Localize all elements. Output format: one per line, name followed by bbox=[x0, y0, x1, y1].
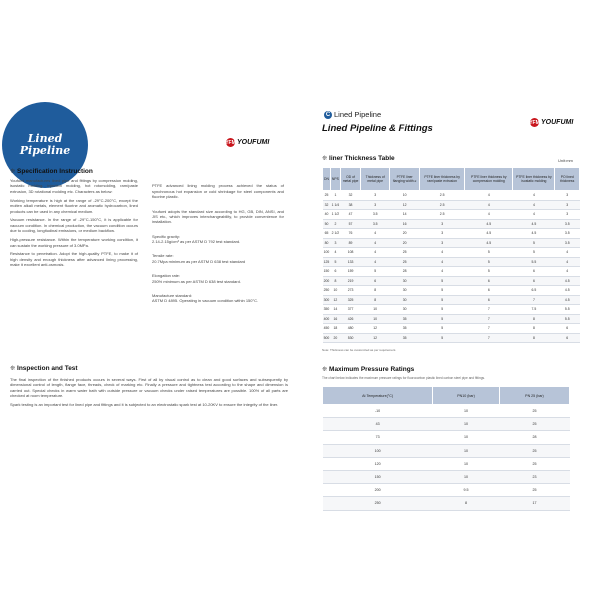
table-cell: 10 bbox=[433, 470, 500, 483]
table-cell: 4.5 bbox=[555, 295, 580, 305]
table-cell: 50 bbox=[323, 219, 331, 229]
table-cell: 8 bbox=[513, 324, 555, 334]
table-cell: 108 bbox=[340, 248, 360, 258]
table-row bbox=[323, 470, 570, 483]
table-cell: 28 bbox=[390, 267, 420, 277]
table-cell: 89 bbox=[340, 238, 360, 248]
left-page bbox=[8, 96, 304, 516]
table-cell: 4 bbox=[513, 191, 555, 201]
table-cell: 25 bbox=[390, 257, 420, 267]
spec-para: PTFE advanced lining molding process achieved the status of synchronous hot expansion or cold shrinkage for steel components and fluorine plastic. bbox=[152, 183, 284, 200]
table-cell: 530 bbox=[340, 333, 360, 343]
table-cell: 30 bbox=[390, 276, 420, 286]
table-cell: 10 bbox=[361, 305, 390, 315]
badge-line2: Pipeline bbox=[19, 144, 71, 157]
logo-mark-icon: YFM bbox=[529, 119, 540, 126]
spec-column-2 bbox=[152, 178, 284, 313]
table-cell: 150 bbox=[323, 470, 433, 483]
table-cell: 377 bbox=[340, 305, 360, 315]
table-cell: 4.5 bbox=[555, 286, 580, 296]
table-cell: 133 bbox=[340, 257, 360, 267]
table-cell: 4.5 bbox=[465, 219, 513, 229]
table-cell: 16 bbox=[330, 314, 340, 324]
pressure-title-text: Maximum Pressure Ratings bbox=[329, 366, 415, 373]
table-cell: 4 bbox=[330, 248, 340, 258]
table-cell: 25 bbox=[499, 405, 569, 418]
table-row bbox=[323, 210, 580, 220]
table-row bbox=[323, 295, 580, 305]
table-cell: 25 bbox=[499, 418, 569, 431]
table-cell: 3.5 bbox=[361, 210, 390, 220]
table-cell: 219 bbox=[340, 276, 360, 286]
table-cell: 8 bbox=[330, 276, 340, 286]
table-cell: 4 bbox=[465, 210, 513, 220]
table-cell: 4 bbox=[513, 200, 555, 210]
logo-text: YOUFUMI bbox=[541, 119, 574, 126]
table-cell: 5 bbox=[513, 248, 555, 258]
table-cell: 16 bbox=[390, 219, 420, 229]
table-cell: 4 bbox=[361, 248, 390, 258]
table-cell: 3.5 bbox=[555, 219, 580, 229]
table-cell: 25 bbox=[323, 191, 331, 201]
table-cell: 73 bbox=[323, 431, 433, 444]
table-cell: 159 bbox=[340, 267, 360, 277]
table-cell: 3 bbox=[420, 219, 465, 229]
table-cell: 1 1/2 bbox=[330, 210, 340, 220]
table-cell: 8 bbox=[361, 295, 390, 305]
table-cell: 2 1/2 bbox=[330, 229, 340, 239]
spec-para: Working temperature is high at the range of -29°C-200°C, except the molten alkali metals, element fluorine and aromatic hydrocarbon, lined products can be used in any chemical medium. bbox=[10, 197, 138, 214]
spec-para: Vacuum resistance. In the range of -29°C-150°C, it is applicable for vacuum condition. In chemical production, the vacuum condition occurs due to cooling, longitudinal emissions, or medium backflow. bbox=[10, 217, 138, 234]
table-cell: 30 bbox=[390, 286, 420, 296]
table-cell: 40 bbox=[323, 210, 331, 220]
table-cell: 20 bbox=[390, 238, 420, 248]
table-cell: 65 bbox=[323, 229, 331, 239]
table-cell: 250 bbox=[323, 286, 331, 296]
table-row bbox=[323, 333, 580, 343]
table-row bbox=[323, 497, 570, 510]
badge-line1: Lined bbox=[27, 132, 63, 145]
table-cell: 426 bbox=[340, 314, 360, 324]
table-cell: 8 bbox=[433, 497, 500, 510]
table-cell: 14 bbox=[390, 210, 420, 220]
table-cell: 10 bbox=[433, 431, 500, 444]
lined-pipeline-badge bbox=[2, 102, 88, 188]
table-cell: 4 bbox=[361, 257, 390, 267]
inspection-title-text: Inspection and Test bbox=[17, 365, 78, 372]
table-row bbox=[323, 457, 570, 470]
table-row bbox=[323, 200, 580, 210]
table-cell: 30 bbox=[390, 305, 420, 315]
table-row bbox=[323, 324, 580, 334]
table-cell: 3 bbox=[420, 238, 465, 248]
table-cell: 5 bbox=[420, 295, 465, 305]
column-header: PN 25 (bar) bbox=[499, 387, 569, 405]
right-page bbox=[310, 96, 594, 516]
pressure-subtitle: The chart below indicates the maximum pressure ratings for fluorocarbon plastic lined carbon steel pipe and fittings. bbox=[322, 376, 485, 380]
table-cell: 100 bbox=[323, 248, 331, 258]
table-cell: 3 bbox=[361, 200, 390, 210]
table-cell: 10 bbox=[433, 405, 500, 418]
youfumi-logo bbox=[226, 138, 269, 147]
spec-column-1 bbox=[10, 178, 138, 271]
table-cell: 5 bbox=[465, 267, 513, 277]
table-cell: 273 bbox=[340, 286, 360, 296]
table-cell: 1 bbox=[330, 191, 340, 201]
table-cell: 57 bbox=[340, 219, 360, 229]
table-row bbox=[323, 267, 580, 277]
inspection-para: Spark testing is an important test for lined pipe and fittings and it is subjected to an electrostatic spark test at 10-20KV to ensure the integrity of the liner. bbox=[10, 402, 279, 408]
table-cell: 47 bbox=[340, 210, 360, 220]
table-cell: 6 bbox=[465, 276, 513, 286]
table-cell: 4 bbox=[420, 248, 465, 258]
pressure-section-title bbox=[322, 366, 414, 373]
table-row bbox=[323, 405, 570, 418]
table-cell: 4 bbox=[420, 267, 465, 277]
section-tag bbox=[324, 110, 381, 119]
table-cell: 480 bbox=[340, 324, 360, 334]
table-cell: 30 bbox=[390, 295, 420, 305]
table-cell: 12 bbox=[330, 295, 340, 305]
table-cell: 250 bbox=[323, 497, 433, 510]
table-cell: 1 1/4 bbox=[330, 200, 340, 210]
column-header: Thickness of metal pipe bbox=[361, 168, 390, 191]
table-cell: 12 bbox=[361, 333, 390, 343]
table-cell: 12 bbox=[361, 324, 390, 334]
table-cell: 3 bbox=[555, 210, 580, 220]
spec-para: Elongation rate: 250% minimum as per ASTM D 638 test standard. bbox=[152, 273, 241, 284]
flower-bullet-icon: ❊ bbox=[10, 169, 16, 175]
table-cell: 5 bbox=[420, 324, 465, 334]
table-cell: 2.5 bbox=[420, 200, 465, 210]
column-header: PTFE liner thickness by isostatic molding bbox=[513, 168, 555, 191]
table-cell: 80 bbox=[323, 238, 331, 248]
table-cell: 76 bbox=[340, 229, 360, 239]
section-letter-icon: C bbox=[325, 111, 331, 118]
spec-title-text: Specification Instruction bbox=[17, 168, 93, 175]
table-row bbox=[323, 229, 580, 239]
table-cell: 3.5 bbox=[555, 229, 580, 239]
inspection-para: The final inspection of the finished products occurs in several ways. First of all by visual control as to clean and good surfaces and subsequently by dimensional control of length, flange face, threads, check of marking etc. Finally a pressure and tightness test according to the shape and dimension is carried out. Special checks in warm water bath with outside pressure or vacuum checks under raised temperatures are possible. 100% of all parts are checked at room temperature. bbox=[10, 377, 288, 399]
table-row bbox=[323, 305, 580, 315]
table-cell: 3 bbox=[361, 191, 390, 201]
logo-mark-icon: YFM bbox=[225, 139, 236, 146]
table-cell: 3 bbox=[420, 229, 465, 239]
table-cell: 4 bbox=[465, 191, 513, 201]
table-cell: 6 bbox=[555, 333, 580, 343]
table-cell: 150 bbox=[323, 267, 331, 277]
table-cell: 7 bbox=[465, 333, 513, 343]
table-row bbox=[323, 191, 580, 201]
column-header: At Temperature(°C) bbox=[323, 387, 433, 405]
table-cell: 38 bbox=[340, 200, 360, 210]
table-cell: 7 bbox=[465, 305, 513, 315]
table-cell: 10 bbox=[433, 457, 500, 470]
flower-bullet-icon: ❊ bbox=[10, 366, 16, 372]
table-cell: 4 bbox=[513, 210, 555, 220]
table-cell: 4 bbox=[555, 248, 580, 258]
table-row bbox=[323, 431, 570, 444]
table-cell: 4.5 bbox=[513, 219, 555, 229]
table-cell: 5 bbox=[420, 286, 465, 296]
table-cell: 5 bbox=[330, 257, 340, 267]
table-cell: 500 bbox=[323, 333, 331, 343]
spec-para: Specific gravity: 2.14-2.15g/cm³ as per ASTM D 792 test standard. bbox=[152, 233, 241, 245]
youfumi-logo bbox=[530, 118, 573, 127]
table-row bbox=[323, 257, 580, 267]
table-cell: 4.5 bbox=[513, 229, 555, 239]
table-row bbox=[323, 286, 580, 296]
table-cell: 4 bbox=[420, 257, 465, 267]
table-cell: 3 bbox=[555, 200, 580, 210]
liner-thickness-table bbox=[322, 167, 580, 343]
table-cell: -10 bbox=[323, 405, 433, 418]
table-cell: 6 bbox=[513, 276, 555, 286]
table-cell: 4 bbox=[361, 229, 390, 239]
table-header-row bbox=[323, 168, 580, 191]
column-header: PN10 (bar) bbox=[433, 387, 500, 405]
table-cell: 25 bbox=[499, 444, 569, 457]
table-cell: 12 bbox=[390, 200, 420, 210]
table-cell: 5 bbox=[361, 267, 390, 277]
table-cell: 10 bbox=[330, 286, 340, 296]
table-cell: 10 bbox=[390, 191, 420, 201]
table-cell: 6 bbox=[555, 324, 580, 334]
table-cell: 300 bbox=[323, 295, 331, 305]
table-cell: 100 bbox=[323, 444, 433, 457]
table-cell: 3.5 bbox=[555, 238, 580, 248]
table-cell: 3.5 bbox=[361, 219, 390, 229]
table-row bbox=[323, 238, 580, 248]
flower-bullet-icon: ❊ bbox=[322, 367, 328, 373]
table-cell: 4 bbox=[555, 267, 580, 277]
flower-bullet-icon: ❊ bbox=[322, 156, 328, 162]
table-cell: 325 bbox=[340, 295, 360, 305]
table-cell: 25 bbox=[499, 457, 569, 470]
spec-section-title bbox=[10, 168, 93, 175]
table-cell: 7 bbox=[465, 324, 513, 334]
table-cell: 5 bbox=[513, 238, 555, 248]
table-cell: 43 bbox=[323, 418, 433, 431]
column-header: NPS bbox=[330, 168, 340, 191]
unit-label: Unit:mm bbox=[558, 158, 573, 163]
table-cell: 5 bbox=[465, 257, 513, 267]
table-row bbox=[323, 314, 580, 324]
table-cell: 125 bbox=[323, 257, 331, 267]
pressure-ratings-table bbox=[322, 386, 570, 511]
table-cell: 10 bbox=[433, 418, 500, 431]
column-header: OD of metal pipe bbox=[340, 168, 360, 191]
table-cell: 4 bbox=[555, 257, 580, 267]
page-title: Lined Pipeline & Fittings bbox=[322, 123, 433, 134]
table-cell: 200 bbox=[323, 484, 433, 497]
table-cell: 10 bbox=[433, 444, 500, 457]
table-cell: 35 bbox=[390, 324, 420, 334]
logo-text: YOUFUMI bbox=[237, 139, 270, 146]
table-cell: 5 bbox=[420, 276, 465, 286]
table-cell: 14 bbox=[330, 305, 340, 315]
table-cell: 18 bbox=[330, 324, 340, 334]
column-header: DN bbox=[323, 168, 331, 191]
table-cell: 350 bbox=[323, 305, 331, 315]
table-cell: 3 bbox=[555, 191, 580, 201]
table-cell: 4.5 bbox=[555, 276, 580, 286]
table-cell: 20 bbox=[330, 333, 340, 343]
thickness-section-title bbox=[322, 155, 395, 162]
table-cell: 7 bbox=[513, 295, 555, 305]
table-cell: 10 bbox=[361, 314, 390, 324]
spec-para: Resistance to penetration. Adopt the high-quality PTFE, to make it of high density and enough thickness after advanced lining processing, make it excellent anti-osmosis. bbox=[10, 251, 138, 268]
column-header: PTFE liner thickness by ram/paste extrusion bbox=[420, 168, 465, 191]
table-cell: 200 bbox=[323, 276, 331, 286]
table-cell: 400 bbox=[323, 314, 331, 324]
table-cell: 25 bbox=[390, 248, 420, 258]
table-cell: 5.5 bbox=[513, 257, 555, 267]
table-cell: 4.5 bbox=[465, 229, 513, 239]
spec-para: Youfumi adopts the standard size according to HG, GB, DIN, ANSI, and JIS etc., which improves interchangeability, to provide convenience for installation. bbox=[152, 208, 284, 225]
table-cell: 4.5 bbox=[465, 238, 513, 248]
table-cell: 6.5 bbox=[513, 286, 555, 296]
table-cell: 120 bbox=[323, 457, 433, 470]
table-cell: 23 bbox=[499, 470, 569, 483]
table-cell: 2.5 bbox=[420, 210, 465, 220]
table-row bbox=[323, 276, 580, 286]
table-cell: 5 bbox=[420, 333, 465, 343]
table-cell: 6 bbox=[465, 286, 513, 296]
table-cell: 20 bbox=[390, 229, 420, 239]
table-row bbox=[323, 418, 570, 431]
spec-para: Manufacture standard: ASTM D 4895. Operating in vacuum condition within 150°C. bbox=[152, 292, 259, 304]
table-cell: 450 bbox=[323, 324, 331, 334]
table-cell: 5.5 bbox=[555, 305, 580, 315]
table-cell: 25 bbox=[499, 484, 569, 497]
table-cell: 6 bbox=[330, 267, 340, 277]
table-cell: 9.5 bbox=[433, 484, 500, 497]
table-cell: 2.5 bbox=[420, 191, 465, 201]
table-cell: 35 bbox=[390, 333, 420, 343]
inspection-section-title bbox=[10, 365, 78, 372]
table-cell: 5 bbox=[465, 248, 513, 258]
thickness-note: Note: Thickness can be customized as per requirement. bbox=[322, 348, 397, 352]
column-header: PTFE liner flanging width ≥ bbox=[390, 168, 420, 191]
thickness-title-text: liner Thickness Table bbox=[329, 155, 395, 162]
table-cell: 8 bbox=[361, 286, 390, 296]
table-cell: 5.5 bbox=[555, 314, 580, 324]
table-row bbox=[323, 248, 580, 258]
table-cell: 32 bbox=[323, 200, 331, 210]
table-cell: 6 bbox=[513, 267, 555, 277]
table-row bbox=[323, 219, 580, 229]
table-cell: 5 bbox=[420, 314, 465, 324]
table-row bbox=[323, 444, 570, 457]
section-tag-text: Lined Pipeline bbox=[334, 110, 382, 119]
column-header: PTFE liner thickness by compression molding bbox=[465, 168, 513, 191]
inspection-text bbox=[10, 377, 288, 411]
table-cell: 7.5 bbox=[513, 305, 555, 315]
table-cell: 6 bbox=[361, 276, 390, 286]
table-cell: 4 bbox=[465, 200, 513, 210]
table-cell: 7 bbox=[465, 314, 513, 324]
table-cell: 28 bbox=[499, 431, 569, 444]
table-header-row bbox=[323, 387, 570, 405]
table-cell: 32 bbox=[340, 191, 360, 201]
spec-para: High-pressure resistance. Within the temperature working condition, it can sustain the working pressure of 3.0MPa. bbox=[10, 237, 138, 248]
table-cell: 35 bbox=[390, 314, 420, 324]
table-cell: 4 bbox=[361, 238, 390, 248]
table-cell: 17 bbox=[499, 497, 569, 510]
table-cell: 8 bbox=[513, 314, 555, 324]
table-cell: 3 bbox=[330, 238, 340, 248]
table-cell: 8 bbox=[513, 333, 555, 343]
column-header: PO lined thickness bbox=[555, 168, 580, 191]
spec-para: Youfumi manufactures lined pipe and fittings by compression molding, isostatic molding, injection molding, hot rotomolding, ram/paste extrusion, 3D rotational molding etc. Characters as below: bbox=[10, 178, 138, 194]
table-row bbox=[323, 484, 570, 497]
table-cell: 5 bbox=[420, 305, 465, 315]
spec-para: Tensile rate: 20.7Mpa minimum as per ASTM D 638 test standard bbox=[152, 253, 246, 264]
table-cell: 2 bbox=[330, 219, 340, 229]
table-cell: 6 bbox=[465, 295, 513, 305]
